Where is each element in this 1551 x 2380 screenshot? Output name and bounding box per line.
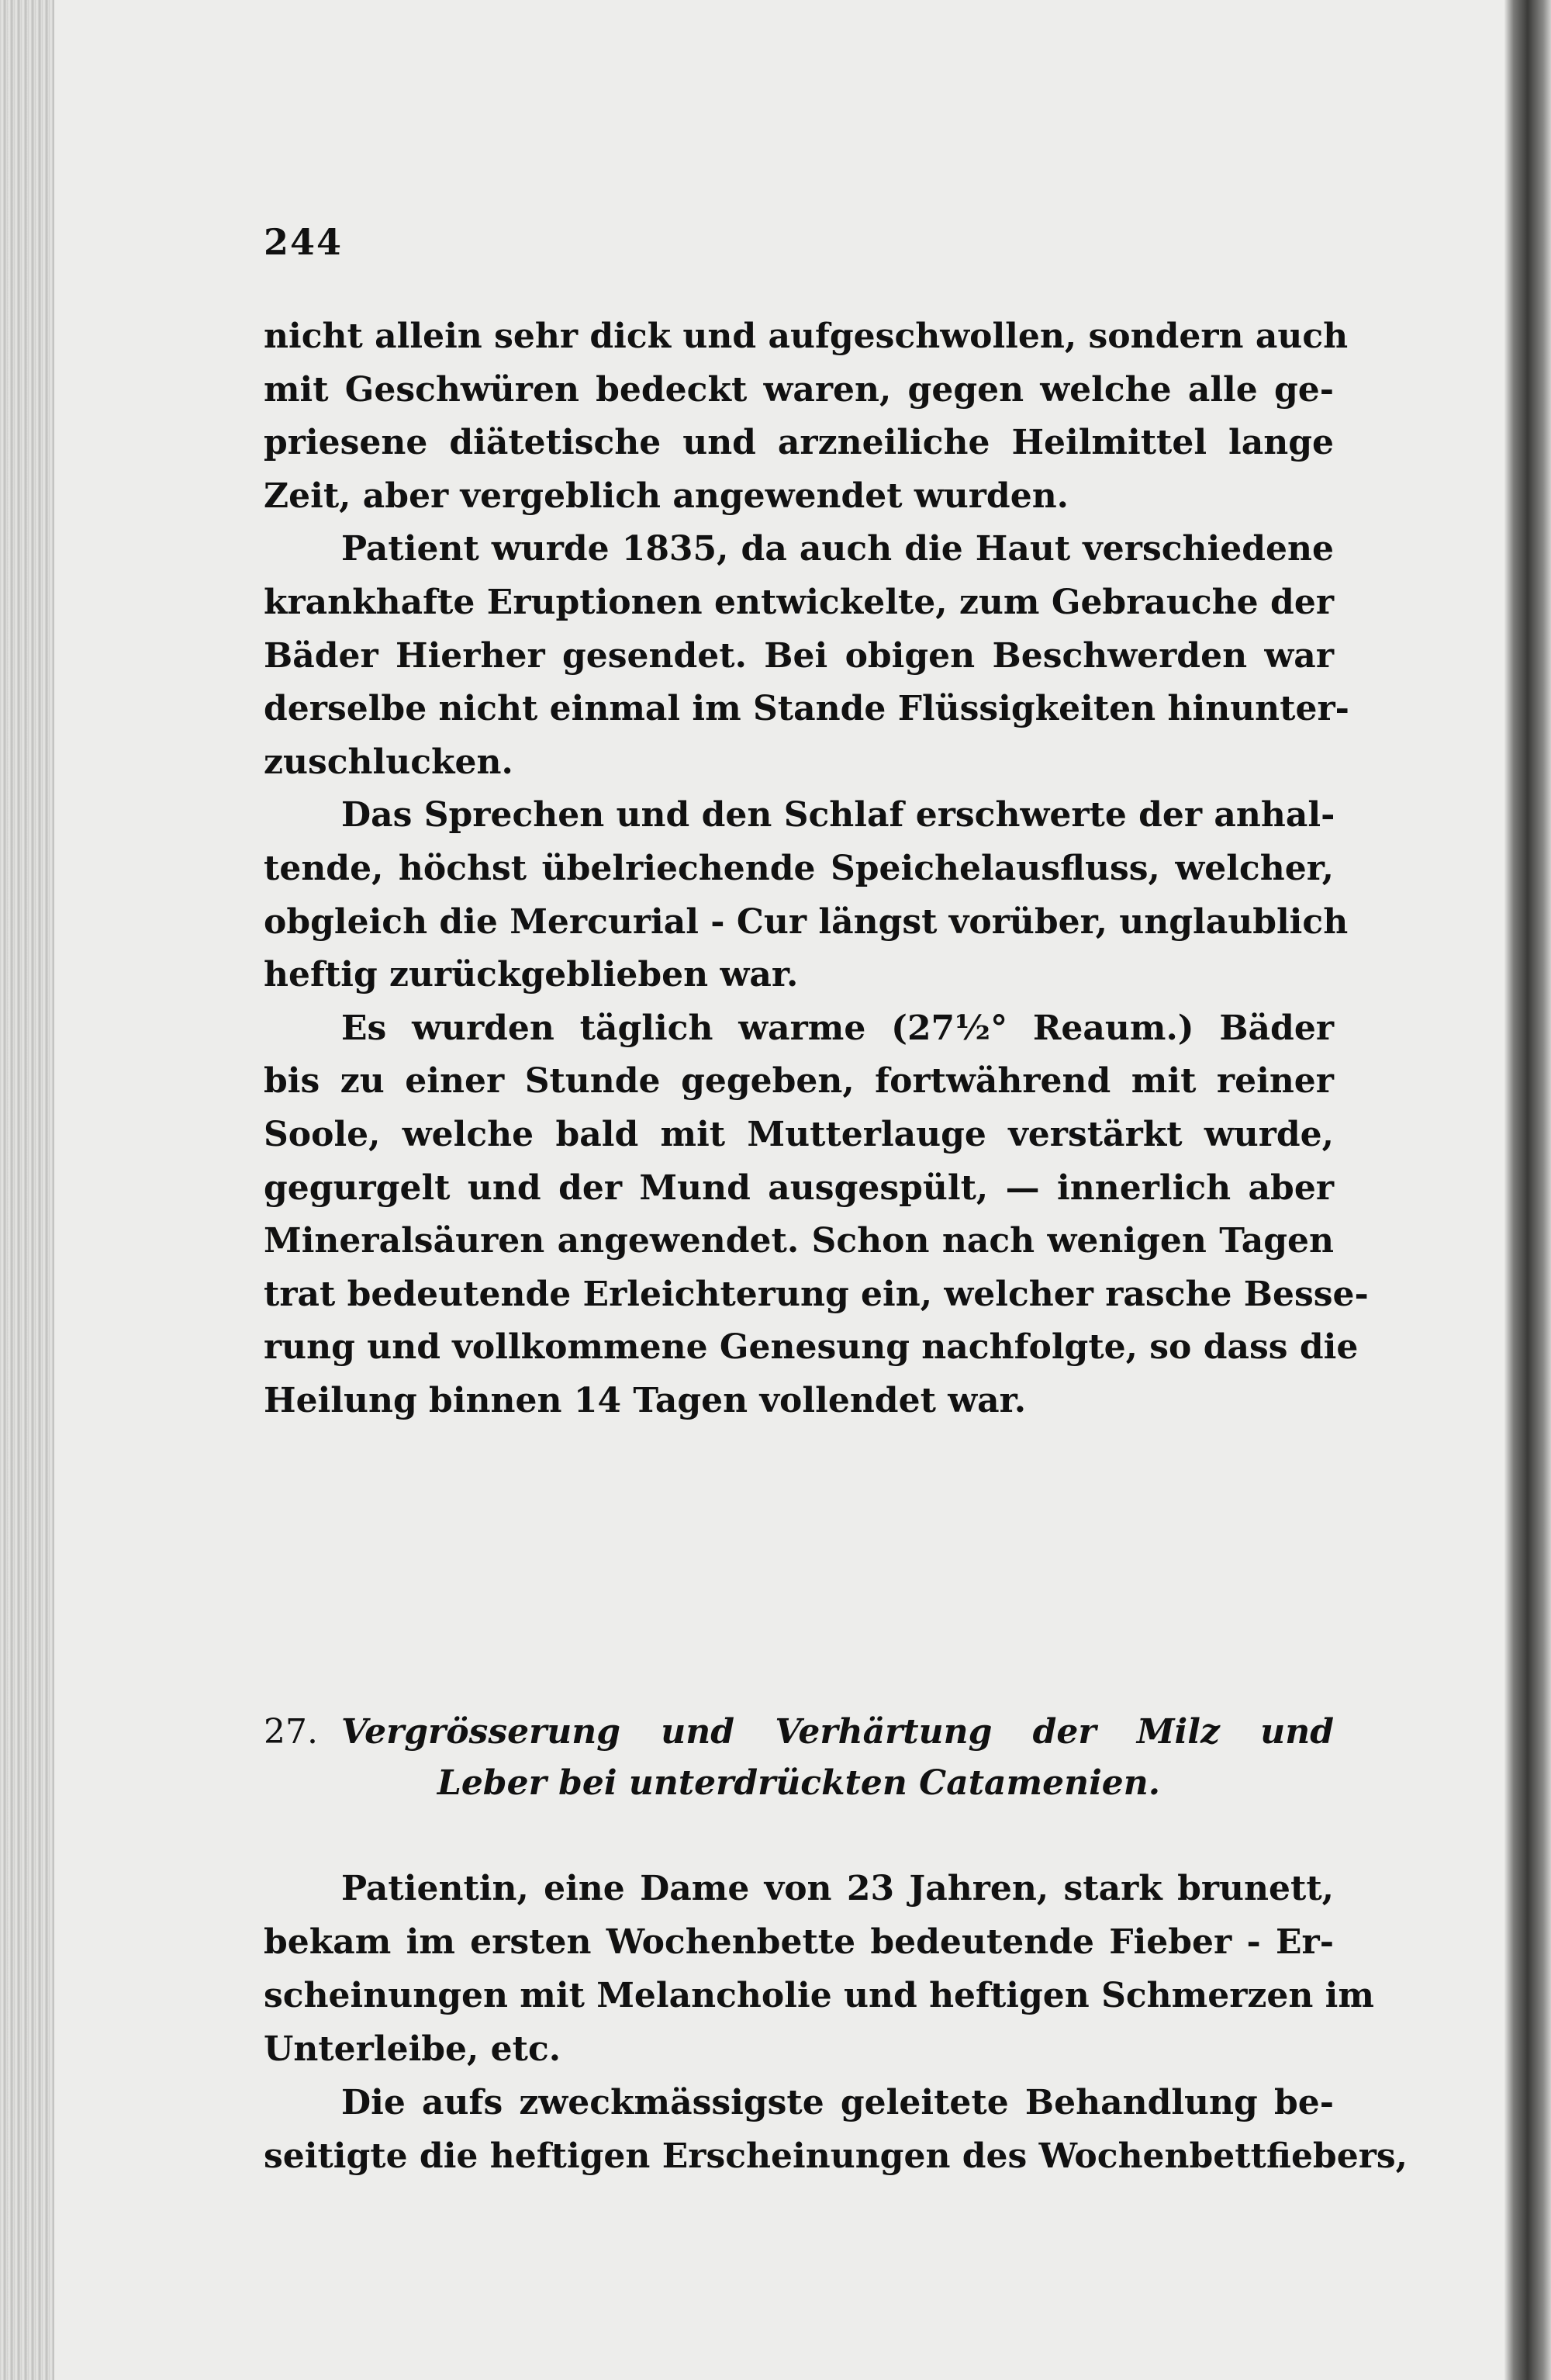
text-line: priesene diätetische und arzneiliche Heilmittel lange [264,423,1334,463]
section-title-line-1 [264,1707,1334,1758]
text-line: zuschlucken. [264,742,513,782]
text-line: gegurgelt und der Mund ausgespült, — innerlich aber [264,1168,1334,1208]
text-line: Unterleibe, etc. [264,2029,561,2069]
text-line: nicht allein sehr dick und aufgeschwollen, sondern auch [264,317,1349,356]
text-line: tende, höchst übelriechende Speichelausfluss, welcher, [264,848,1334,888]
body-text-lower [264,1862,1408,2183]
text-line: Bäder Hierher gesendet. Bei obigen Beschwerden war [264,635,1334,676]
text-line: mit Geschwüren bedeckt waren, gegen welche alle ge- [264,369,1334,410]
text-line: Zeit, aber vergeblich angewendet wurden. [264,476,1069,516]
text-line: trat bedeutende Erleichterung ein, welcher rasche Besse- [264,1274,1369,1314]
text-line: bekam im ersten Wochenbette bedeutende Fieber - Er- [264,1922,1334,1962]
text-line: heftig zurückgeblieben war. [264,955,799,995]
text-line: rung und vollkommene Genesung nachfolgte, so dass die [264,1327,1359,1368]
text-line: derselbe nicht einmal im Stande Flüssigkeiten hinunter- [264,689,1349,729]
text-line: Das Sprechen und den Schlaf erschwerte der anhal- [341,795,1335,835]
text-line: bis zu einer Stunde gegeben, fortwährend mit reiner [264,1061,1334,1102]
text-line: obgleich die Mercurial - Cur längst vorüber, unglaublich [264,901,1349,942]
text-line: Mineralsäuren angewendet. Schon nach wenigen Tagen [264,1221,1334,1261]
book-gutter-right [1504,0,1551,2380]
text-line: krankhafte Eruptionen entwickelte, zum Gebrauche der [264,582,1334,622]
text-line: Heilung binnen 14 Tagen vollendet war. [264,1380,1027,1420]
text-line: Patientin, eine Dame von 23 Jahren, stark brunett, [341,1869,1334,1908]
text-line: scheinungen mit Melancholie und heftigen Schmerzen im [264,1976,1374,2015]
body-text-upper [264,310,1369,1427]
text-line: Patient wurde 1835, da auch die Haut verschiedene [341,529,1334,569]
section-heading [264,1707,1334,1809]
text-line: Soole, welche bald mit Mutterlauge verstärkt wurde, [264,1114,1334,1154]
page-number: 244 [264,221,344,263]
text-line: Die aufs zweckmässigste geleitete Behandlung be- [341,2083,1334,2122]
text-line: seitigte die heftigen Erscheinungen des Wochenbettfiebers, [264,2136,1408,2176]
page-stack-edge-left [0,0,54,2380]
section-number: 27. [264,1712,318,1752]
section-title-line-2: Leber bei unterdrückten Catamenien. [437,1763,1161,1803]
text-line: Es wurden täglich warme (27½° Reaum.) Bäder [341,1008,1334,1048]
section-title-text-1: Vergrösserung und Verhärtung der Milz und [340,1712,1334,1752]
